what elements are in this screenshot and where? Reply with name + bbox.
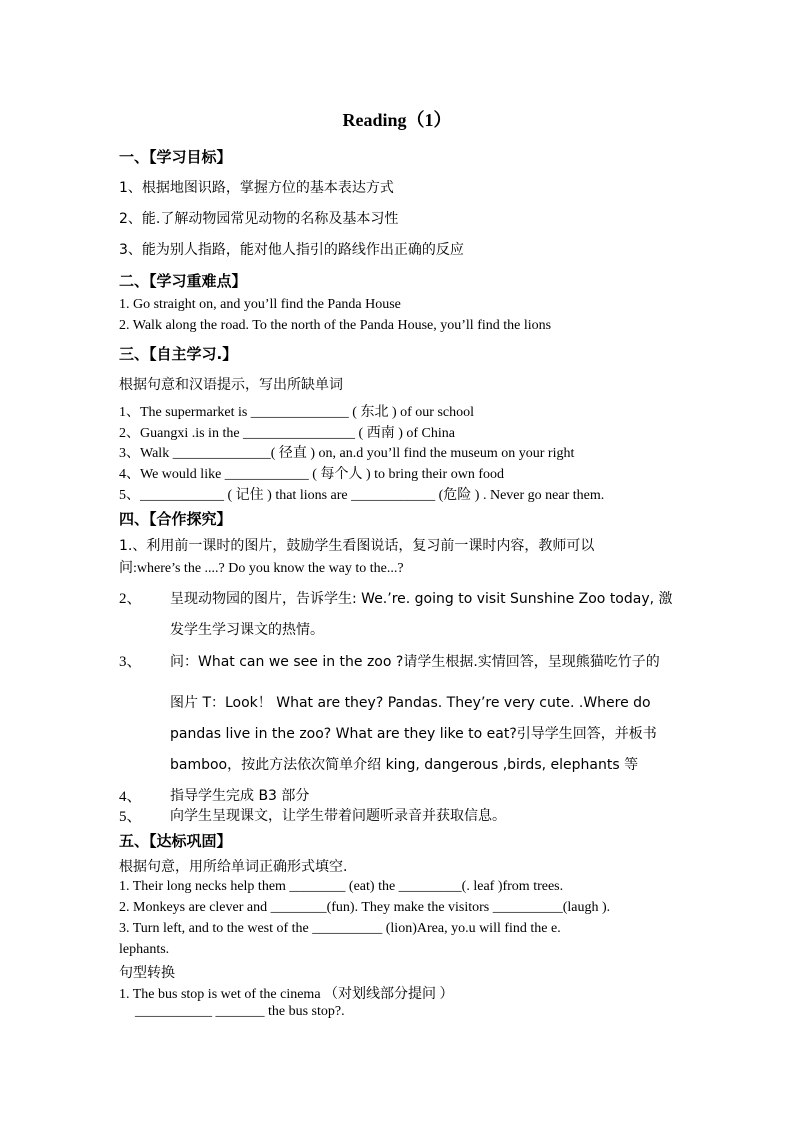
- activity-3-line: pandas live in the zoo? What are they like to eat?引导学生回答，并板书: [170, 726, 657, 742]
- section-heading-cooperation: 四、【合作探究】: [119, 510, 232, 528]
- activity-3-line: 问：What can we see in the zoo ?请学生根据.实情回答，呈现熊猫吃竹子的: [170, 654, 660, 670]
- activity-4-line: 指导学生完成 B3 部分: [170, 788, 310, 804]
- section-heading-objectives: 一、【学习目标】: [119, 148, 232, 166]
- activity-number: 4、: [119, 789, 142, 805]
- activity-2-line: 发学生学习课文的热情。: [170, 622, 324, 638]
- key-point-item: 1. Go straight on, and you’ll find the Panda House: [119, 297, 401, 312]
- activity-5-line: 向学生呈现课文，让学生带着问题听录音并获取信息。: [170, 808, 506, 824]
- sentence-transformation-heading: 句型转换: [119, 965, 175, 981]
- consolidation-instruction: 根据句意，用所给单词正确形式填空.: [119, 859, 348, 875]
- exercise-item: 1. Their long necks help them ________ (eat) the _________(. leaf )from trees.: [119, 879, 564, 894]
- self-study-instruction: 根据句意和汉语提示，写出所缺单词: [119, 377, 343, 393]
- objective-item: 1、根据地图识路，掌握方位的基本表达方式: [119, 180, 394, 196]
- fill-blank-item: 5、____________ ( 记住 ) that lions are ____________ (危险 ) . Never go near them.: [119, 488, 605, 503]
- activity-number: 3、: [119, 654, 142, 670]
- objective-item: 3、能为别人指路，能对他人指引的路线作出正确的反应: [119, 242, 464, 258]
- exercise-item: 2. Monkeys are clever and ________(fun). They make the visitors __________(laugh ).: [119, 900, 611, 915]
- fill-blank-item: 4、We would like ____________ ( 每个人 ) to bring their own food: [119, 467, 504, 482]
- objective-item: 2、能.了解动物园常见动物的名称及基本习性: [119, 211, 399, 227]
- fill-blank-item: 2、Guangxi .is in the ________________ ( 西南 ) of China: [119, 426, 455, 441]
- activity-1-line: 1.、利用前一课时的图片，鼓励学生看图说话，复习前一课时内容，教师可以: [119, 538, 595, 554]
- section-heading-key-points: 二、【学习重难点】: [119, 272, 247, 290]
- section-heading-self-study: 三、【自主学习.】: [119, 345, 238, 363]
- fill-blank-item: 1、The supermarket is ______________ ( 东北 ) of our school: [119, 405, 474, 420]
- activity-3-line: bamboo，按此方法依次简单介绍 king, dangerous ,birds, elephants 等: [170, 757, 639, 773]
- activity-3-line: 图片 T：Look！ What are they? Pandas. They’re very cute. .Where do: [170, 695, 651, 711]
- activity-2-line: 呈现动物园的图片，告诉学生: We.’re. going to visit Sunshine Zoo today, 激: [170, 591, 673, 607]
- key-point-item: 2. Walk along the road. To the north of the Panda House, you’ll find the lions: [119, 318, 552, 333]
- exercise-item: lephants.: [119, 942, 170, 957]
- activity-1-line: 问:where’s the ....? Do you know the way to the...?: [119, 561, 404, 576]
- transformation-question: 1. The bus stop is wet of the cinema （对划线部分提问 ）: [119, 987, 454, 1002]
- transformation-answer: ___________ _______ the bus stop?.: [135, 1004, 345, 1019]
- exercise-item: 3. Turn left, and to the west of the __________ (lion)Area, yo.u will find the e.: [119, 921, 561, 936]
- page-title: Reading（1）: [342, 110, 452, 130]
- activity-number: 5、: [119, 809, 142, 825]
- activity-number: 2、: [119, 591, 142, 607]
- fill-blank-item: 3、Walk ______________( 径直 ) on, an.d you’ll find the museum on your right: [119, 446, 575, 461]
- section-heading-consolidation: 五、【达标巩固】: [119, 832, 232, 850]
